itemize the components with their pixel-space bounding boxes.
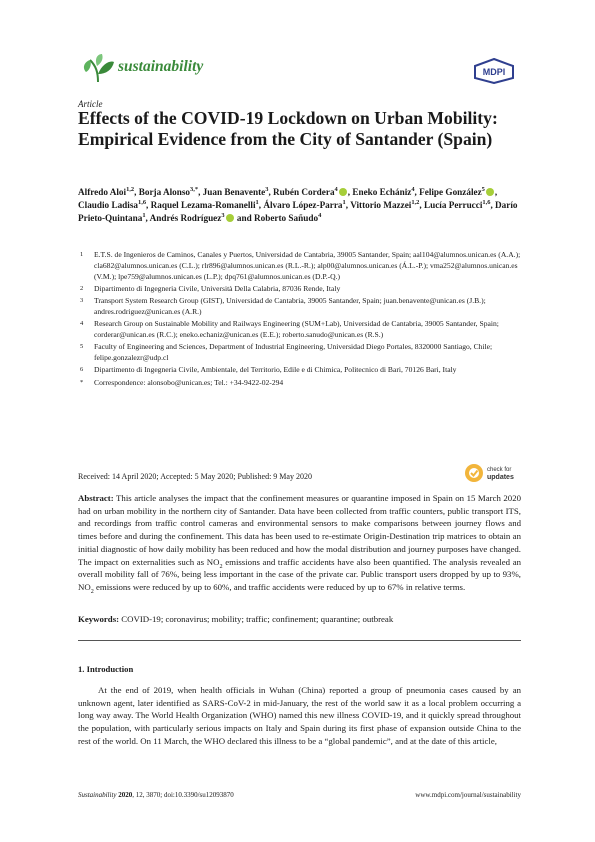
affiliation [78, 378, 523, 389]
author-name: Juan Benavente [202, 187, 266, 197]
keywords [78, 613, 521, 625]
orcid-icon[interactable] [339, 188, 347, 196]
body-paragraph: At the end of 2019, when health officials in Wuhan (China) reported a group of pneumonia cases caused by an unknown agent, later identified as SARS-CoV-2 in mid-January, the rest of the world saw it as a local problem occurring a long way away. The World Health Organization (WHO) named this new illness COVID-19, and it quickly spread throughout the population, with particularly serious impacts on Italy and Spain during its first phase of expansion outside China to the rest of the world. On 11 March, the WHO declared this illness to be a “global pandemic”, and at the date of this article, [78, 685, 521, 746]
journal-name[interactable]: sustainability [118, 58, 204, 75]
publication-dates: Received: 14 April 2020; Accepted: 5 May 2020; Published: 9 May 2020 [78, 472, 312, 481]
orcid-icon[interactable] [226, 214, 234, 222]
author-affiliation-mark: 1 [342, 198, 346, 206]
author[interactable] [78, 200, 151, 210]
affiliation-text: Transport System Research Group (GIST), Universidad de Cantabria, 39005 Santander, Spain; juan.benavente@unican.es (J.B.); andres.rodriguez@unican.es (A.R.) [94, 296, 486, 316]
abstract-sub-1: 2 [219, 563, 223, 570]
affiliation-number: 5 [80, 343, 84, 351]
keywords-label: Keywords: [78, 614, 120, 624]
author[interactable] [419, 187, 497, 197]
affiliation-text: Dipartimento di Ingegneria Civile, Università Della Calabria, 87036 Rende, Italy [94, 283, 341, 293]
affiliation-text: Correspondence: alonsobo@unican.es; Tel.: +34-9422-02-294 [94, 377, 284, 387]
check-updates-line2: updates [487, 474, 514, 481]
author-separator: , [414, 187, 420, 197]
author-affiliation-mark: 1 [142, 211, 146, 219]
author-name: Borja Alonso [138, 187, 191, 197]
abstract-text-2: emissions and traffic accidents have also been quantified. The analysis revealed an overall mobility fall of 76%, being less important in the case of the private car. Public transport users dropped by up to 93%, NO [78, 556, 521, 592]
author-separator: , [145, 213, 150, 223]
author-separator: , [268, 187, 274, 197]
affiliation-text: Dipartimento di Ingegneria Civile, Ambientale, del Territorio, Edile e di Chimica, Politecnico di Bari, 70126 Bari, Italy [94, 365, 457, 375]
author-name: Álvaro López-Parra [263, 200, 343, 210]
author-separator: , [258, 200, 264, 210]
section-heading: 1. Introduction [78, 664, 134, 674]
author-affiliation-mark: 4 [334, 185, 338, 193]
author-name: Alfredo Aloi [78, 187, 127, 197]
author-name: Vittorio Mazzei [350, 200, 412, 210]
author-affiliation-mark: 1,2 [126, 185, 135, 193]
author[interactable] [150, 213, 254, 223]
author-separator: , [347, 187, 353, 197]
author-separator: , [146, 200, 151, 210]
abstract-text-3: emissions were reduced by up to 60%, and traffic accidents were reduced by up to 67% in relative terms. [93, 581, 466, 592]
author-name: Eneko Echániz [352, 187, 412, 197]
affiliation-number: 3 [80, 297, 84, 305]
footer-year: 2020 [118, 791, 133, 799]
affiliation-number: * [80, 378, 84, 386]
author-separator: , [134, 187, 139, 197]
section-divider [78, 640, 521, 641]
author-affiliation-mark: 1 [255, 198, 259, 206]
author[interactable] [203, 187, 273, 197]
author-affiliation-mark: 5 [481, 185, 485, 193]
author-affiliation-mark: 4 [411, 185, 415, 193]
affiliation [78, 342, 523, 364]
author-name: Darío Prieto-Quintana [78, 200, 518, 223]
article-type: Article [78, 99, 103, 109]
author-affiliation-mark: 3 [265, 185, 269, 193]
affiliation-text: Research Group on Sustainable Mobility and Railways Engineering (SUM+Lab), Universidad de Cantabria, 39005 Santander, Spain; corderar@unican.es (R.C.); eneko.echaniz@unican.es (E.E.); roberto.sanudo@unican.es (R.S.) [94, 319, 499, 340]
author-affiliation-mark: 1,6 [482, 198, 491, 206]
author[interactable] [78, 187, 139, 197]
author[interactable] [424, 200, 495, 210]
author[interactable] [254, 213, 321, 223]
footer-doi: , 12, 3870; doi:10.3390/su12093870 [132, 791, 234, 799]
affiliation [78, 365, 523, 376]
author-separator: , [494, 187, 498, 197]
check-for-updates-badge[interactable] [464, 462, 522, 484]
article-title: Effects of the COVID-19 Lockdown on Urban Mobility: Empirical Evidence from the City of Santander (Spain) [78, 108, 498, 149]
abstract-text-1: This article analyses the impact that the confinement measures or quarantine imposed in Spain on 15 March 2020 had on urban mobility in the northern city of Santander. Data have been collected from traffic counters, public transport ITS, and recordings from traffic control cameras and environmental sensors to make comparisons between journey flows and times before and during the confinement. This data has been used to re-estimate Origin-Destination trip matrices to obtain an initial diagnostic of how daily mobility has been reduced and how the modal distribution and journey purposes have changed. The impact on externalities such as NO [78, 493, 521, 567]
keywords-text: COVID-19; coronavirus; mobility; traffic; confinement; quarantine; outbreak [121, 614, 394, 624]
author-name: Raquel Lezama-Romanelli [150, 200, 256, 210]
affiliation [78, 250, 523, 282]
author-affiliation-mark: 1,6 [138, 198, 147, 206]
author-affiliation-mark: 4 [318, 211, 322, 219]
check-updates-line1: check for [487, 467, 512, 473]
author-name: Roberto Sañudo [253, 213, 319, 223]
affiliation [78, 296, 523, 318]
affiliation [78, 319, 523, 341]
affiliation-list [78, 250, 523, 390]
author-separator: , [419, 200, 424, 210]
author-affiliation-mark: 3,* [190, 185, 199, 193]
author[interactable] [350, 200, 424, 210]
affiliation-number: 4 [80, 320, 84, 328]
mdpi-logo[interactable] [473, 58, 515, 84]
author-affiliation-mark: 1,2 [411, 198, 420, 206]
abstract-sub-2: 2 [90, 588, 94, 595]
footer-journal: Sustainability [78, 791, 117, 799]
author-separator: , [345, 200, 351, 210]
journal-leaf-logo [80, 52, 116, 84]
affiliation-text: Faculty of Engineering and Sciences, Department of Industrial Engineering, Universidad Diego Portales, 8320000 Santiago, Chile; felipe.gonzalezr@udp.cl [94, 342, 493, 363]
author-separator: , [198, 187, 203, 197]
author-name: Andrés Rodríguez [149, 213, 222, 223]
author[interactable] [263, 200, 350, 210]
author-name: Lucía Perrucci [423, 200, 483, 210]
affiliation-number: 6 [80, 366, 84, 374]
author-name: Claudio Ladisa [78, 200, 138, 210]
footer-url[interactable]: www.mdpi.com/journal/sustainability [415, 791, 521, 799]
author[interactable] [151, 200, 264, 210]
author-affiliation-mark: 3 [221, 211, 225, 219]
author-separator: , [490, 200, 496, 210]
affiliation [78, 284, 523, 295]
footer-citation [78, 791, 234, 799]
affiliation-number: 1 [80, 251, 84, 258]
author[interactable] [139, 187, 203, 197]
affiliation-text: E.T.S. de Ingenieros de Caminos, Canales y Puertos, Universidad de Cantabria, 39005 Santander, Spain; aal104@alumnos.unican.es (A.A.); cla682@alumnos.unican.es (C.L.); rlr896@alumnos.unican.es (R.L.-R.); alp00@alumnos.unican.es (Á.L.-P.); vma252@alumnos.unican.es (V.M.); lpe759@alumnos.unican.es (L.P.); dpq761@alumnos.unican.es (D.P.-Q.) [94, 250, 521, 281]
svg-text:MDPI: MDPI [482, 67, 506, 77]
author-name: Felipe González [419, 187, 482, 197]
author[interactable] [352, 187, 419, 197]
author-list [78, 186, 528, 225]
author-separator: and [234, 213, 254, 223]
author-name: Rubén Cordera [273, 187, 335, 197]
affiliation-number: 2 [80, 284, 84, 292]
abstract [78, 492, 521, 594]
abstract-label: Abstract: [78, 493, 114, 503]
author[interactable] [273, 187, 352, 197]
orcid-icon[interactable] [486, 188, 494, 196]
